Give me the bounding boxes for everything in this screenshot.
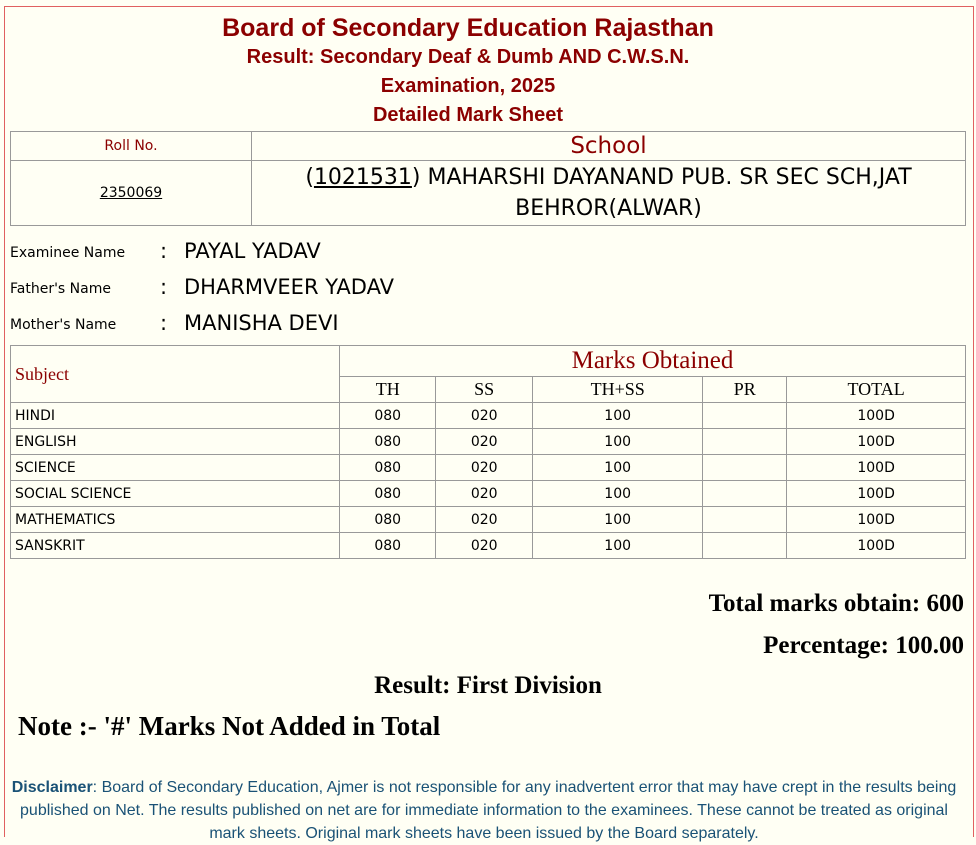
examinee-name-row: Examinee Name : PAYAL YADAV [10,239,321,263]
mark-cell: 100 [532,429,703,455]
disclaimer: Disclaimer: Board of Secondary Education, Ajmer is not responsible for any inadvertent error that may have crept in the results being published on Net. The results published on net are for immediate information to the examinees. These cannot be treated as original mark sheets. Original mark sheets have been issued by the Board separately. [11,779,957,842]
mark-cell: 080 [340,481,436,507]
mark-cell: 100D [787,403,966,429]
exam-title: Result: Secondary Deaf & Dumb AND C.W.S.N. [246,46,690,68]
mark-cell: 080 [340,403,436,429]
mark-cell [703,507,787,533]
subject-cell: SOCIAL SCIENCE [11,481,340,507]
roll-number: 2350069 [99,185,163,201]
mark-cell: 100 [532,455,703,481]
table-row [11,533,966,559]
mark-cell [703,403,787,429]
subject-cell: HINDI [11,403,340,429]
header [0,6,936,130]
mark-cell: 100D [787,507,966,533]
mark-cell [703,533,787,559]
note: Note :- '#' Marks Not Added in Total [18,711,441,741]
mother-name: MANISHA DEVI [184,311,339,335]
mark-cell [703,429,787,455]
subject-cell: SCIENCE [11,455,340,481]
column-header: TOTAL [787,377,966,403]
column-header: TH+SS [532,377,703,403]
mark-cell: 100 [532,533,703,559]
marks-table [10,345,966,559]
percentage: Percentage: 100.00 [763,632,964,659]
table-row [11,481,966,507]
mark-cell: 100D [787,481,966,507]
column-header: PR [703,377,787,403]
father-name-row: Father's Name : DHARMVEER YADAV [10,275,394,299]
mark-cell: 100 [532,403,703,429]
marks-obtained-header: Marks Obtained [340,346,966,377]
column-header: TH [340,377,436,403]
mark-cell: 080 [340,455,436,481]
table-row [11,455,966,481]
mark-cell: 020 [436,429,532,455]
mark-cell: 080 [340,533,436,559]
table-row [11,429,966,455]
subject-cell: ENGLISH [11,429,340,455]
mark-cell: 020 [436,455,532,481]
mark-cell: 080 [340,507,436,533]
mark-cell: 100D [787,533,966,559]
mark-cell: 020 [436,507,532,533]
roll-label: Roll No. [11,132,252,161]
board-title: Board of Secondary Education Rajasthan [222,14,714,42]
result: Result: First Division [374,672,602,699]
mother-name-row: Mother's Name : MANISHA DEVI [10,311,339,335]
school-name: (1021531) MAHARSHI DAYANAND PUB. SR SEC SCH,JAT BEHROR(ALWAR) [252,161,966,226]
subject-cell: SANSKRIT [11,533,340,559]
mark-cell: 020 [436,403,532,429]
subject-header: Subject [11,346,340,403]
table-row [11,403,966,429]
mark-cell: 100 [532,481,703,507]
column-header: SS [436,377,532,403]
mark-cell: 080 [340,429,436,455]
mark-cell [703,481,787,507]
sheet-title: Detailed Mark Sheet [372,104,564,126]
school-label: School [252,132,966,161]
father-name: DHARMVEER YADAV [184,275,394,299]
mark-cell [703,455,787,481]
total-marks: Total marks obtain: 600 [708,590,964,617]
mark-cell: 100D [787,429,966,455]
exam-year: Examination, 2025 [380,75,556,97]
table-row [11,507,966,533]
mark-cell: 020 [436,481,532,507]
roll-school-table [10,131,966,226]
subject-cell: MATHEMATICS [11,507,340,533]
examinee-name: PAYAL YADAV [184,239,321,263]
mark-cell: 100D [787,455,966,481]
school-code: 1021531 [313,165,412,190]
mark-cell: 100 [532,507,703,533]
mark-cell: 020 [436,533,532,559]
